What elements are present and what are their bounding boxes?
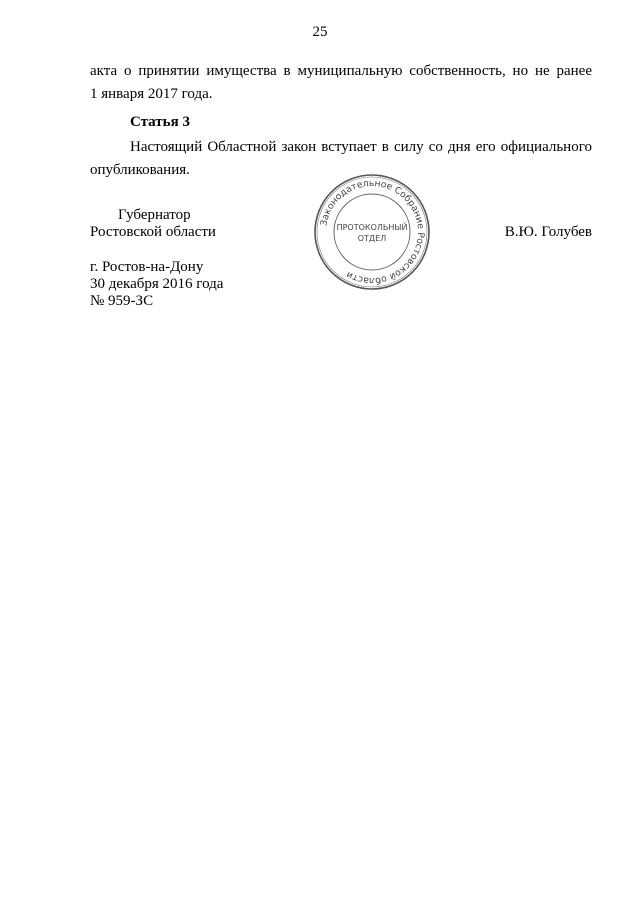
- official-stamp: [312, 172, 432, 292]
- article-heading: Статья 3: [130, 114, 190, 130]
- stamp-ring-text: Законодательное Собрание Ростовской области: [318, 177, 427, 287]
- place-date-block: [90, 259, 223, 310]
- signer-title-line: Ростовской области: [90, 224, 216, 240]
- paragraph-line: акта о принятии имущества в муниципальную собственность, но не ранее: [90, 63, 592, 79]
- page-number: 25: [312, 24, 328, 40]
- signing-city: г. Ростов-на-Дону: [90, 259, 204, 275]
- signer-name: В.Ю. Голубев: [504, 224, 592, 240]
- article-line: Настоящий Областной закон вступает в силу со дня его официального: [130, 139, 592, 155]
- signer-title: [90, 207, 216, 241]
- paragraph-continuation: [90, 60, 592, 106]
- stamp-center-line: ПРОТОКОЛЬНЫЙ: [336, 223, 408, 232]
- stamp-center-line: ОТДЕЛ: [357, 234, 387, 243]
- signing-date: 30 декабря 2016 года: [90, 276, 224, 292]
- paragraph-line: 1 января 2017 года.: [90, 86, 213, 102]
- law-number: № 959-ЗС: [90, 293, 154, 309]
- article-line: опубликования.: [90, 162, 190, 178]
- signer-title-line: Губернатор: [118, 207, 191, 223]
